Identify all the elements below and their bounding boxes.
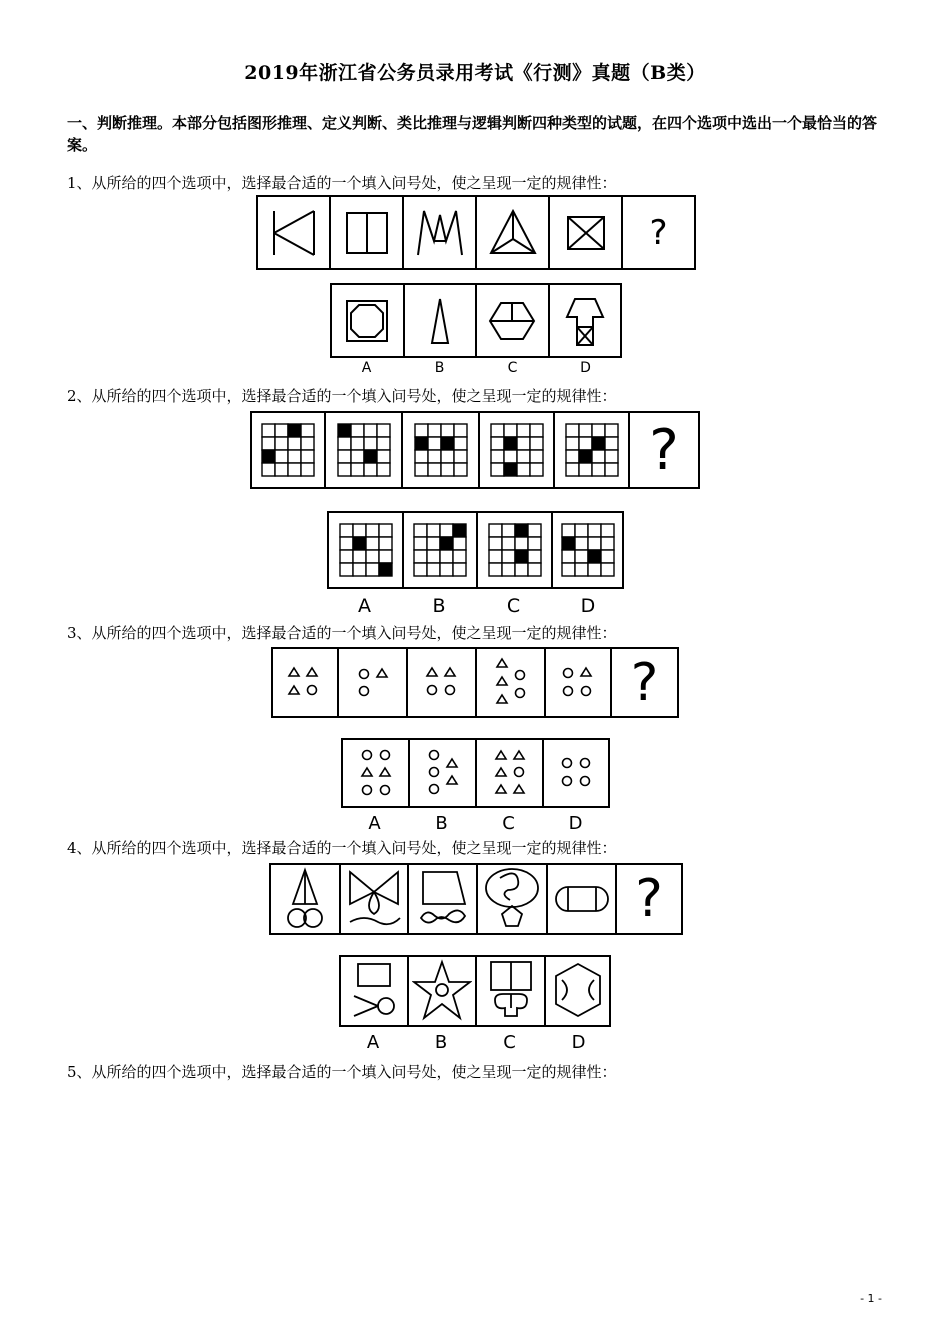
question-4-text: 4、从所给的四个选项中，选择最合适的一个填入问号处，使之呈现一定的规律性：	[67, 839, 617, 857]
page-title: 2019年浙江省公务员录用考试《行测》真题（B类）	[244, 62, 706, 84]
q3-question-figures	[271, 647, 679, 718]
q4-label-a: A	[366, 1032, 380, 1053]
q3-label-d: D	[568, 813, 583, 834]
q2-label-d: D	[580, 595, 596, 617]
q4-figure-1	[271, 865, 341, 933]
q1-question-mark: ?	[649, 212, 668, 253]
q4-label-d: D	[571, 1032, 586, 1053]
q3-label-b: B	[435, 813, 448, 834]
q2-option-labels	[327, 595, 625, 617]
q3-options	[341, 738, 610, 808]
question-5-text: 5、从所给的四个选项中，选择最合适的一个填入问号处，使之呈现一定的规律性：	[67, 1063, 617, 1081]
q3-figure-1	[273, 649, 339, 716]
q1-option-a[interactable]	[332, 285, 405, 356]
q4-figure-3	[409, 865, 478, 933]
q1-figure-5	[550, 197, 623, 268]
q1-label-a: A	[361, 360, 372, 376]
q3-figure-2	[339, 649, 408, 716]
q3-label-c: C	[502, 813, 515, 834]
q1-option-c[interactable]	[477, 285, 550, 356]
q2-option-c[interactable]	[478, 513, 553, 587]
q4-option-a[interactable]	[341, 957, 409, 1025]
q2-option-a[interactable]	[329, 513, 404, 587]
q1-label-d: D	[580, 360, 591, 376]
q3-option-b[interactable]	[410, 740, 477, 806]
q3-figure-3	[408, 649, 477, 716]
q3-option-c[interactable]	[477, 740, 544, 806]
q1-figure-4	[477, 197, 550, 268]
page-number: - 1 -	[860, 1292, 882, 1305]
question-2-text: 2、从所给的四个选项中，选择最合适的一个填入问号处，使之呈现一定的规律性：	[67, 387, 617, 405]
q4-figure-5	[548, 865, 617, 933]
q4-figure-4	[478, 865, 548, 933]
q1-option-b[interactable]	[405, 285, 478, 356]
q3-option-a[interactable]	[343, 740, 410, 806]
q3-figure-5	[546, 649, 612, 716]
q4-option-labels	[339, 1032, 613, 1053]
q1-figure-2	[331, 197, 404, 268]
q3-option-d[interactable]	[544, 740, 608, 806]
q2-question-mark: ?	[649, 417, 679, 483]
q1-question-figures	[256, 195, 696, 270]
q1-label-b: B	[434, 360, 445, 376]
q4-option-b[interactable]	[409, 957, 477, 1025]
q2-figure-5	[555, 413, 630, 487]
q2-question-figures	[250, 411, 700, 489]
q4-label-c: C	[503, 1032, 516, 1053]
q4-label-b: B	[434, 1032, 448, 1053]
q2-label-c: C	[506, 595, 521, 617]
q2-figure-2	[326, 413, 403, 487]
section-heading: 一、判断推理。本部分包括图形推理、定义判断、类比推理与逻辑判断四种类型的试题，在四个选项中选出一个最恰当的答案。	[67, 114, 878, 154]
q2-figure-1	[252, 413, 326, 487]
q4-options	[339, 955, 611, 1027]
q4-option-c[interactable]	[477, 957, 546, 1025]
q2-figure-3	[403, 413, 480, 487]
q1-option-labels	[330, 360, 622, 376]
q3-option-labels	[341, 813, 609, 834]
q2-option-b[interactable]	[404, 513, 478, 587]
question-1-text: 1、从所给的四个选项中，选择最合适的一个填入问号处，使之呈现一定的规律性：	[67, 174, 617, 192]
q4-figure-2	[341, 865, 409, 933]
q2-options	[327, 511, 624, 589]
q4-option-d[interactable]	[546, 957, 609, 1025]
q1-options	[330, 283, 622, 358]
q3-figure-4	[477, 649, 546, 716]
q2-figure-4	[480, 413, 555, 487]
q1-label-c: C	[507, 360, 518, 376]
q2-option-d[interactable]	[553, 513, 622, 587]
q3-label-a: A	[368, 813, 381, 834]
q4-question-figures	[269, 863, 683, 935]
q1-figure-3	[404, 197, 477, 268]
q1-figure-1	[258, 197, 331, 268]
q1-option-d[interactable]	[550, 285, 621, 356]
q3-question-mark: ?	[630, 652, 659, 713]
q2-label-b: B	[432, 595, 446, 617]
q2-label-a: A	[358, 595, 371, 617]
q4-question-mark: ?	[635, 869, 663, 929]
question-3-text: 3、从所给的四个选项中，选择最合适的一个填入问号处，使之呈现一定的规律性：	[67, 624, 617, 642]
